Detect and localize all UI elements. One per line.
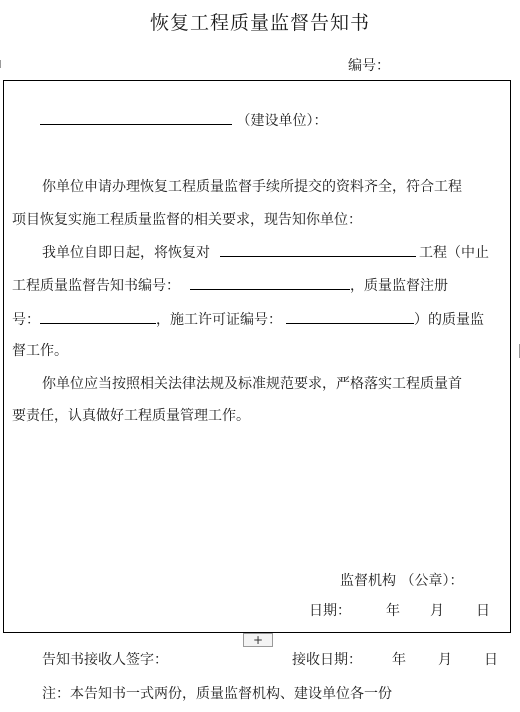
para3-line2: 要责任，认真做好工程质量管理工作。: [12, 408, 250, 424]
date-year: 年: [386, 603, 400, 619]
para1-line1: 你单位申请办理恢复工程质量监督手续所提交的资料齐全，符合工程: [42, 179, 462, 195]
receive-date-label: 接收日期：: [292, 652, 362, 668]
document-title: 恢复工程质量监督告知书: [149, 12, 370, 34]
date-day: 日: [476, 603, 490, 619]
agency-seal-label: 监督机构 （公章）：: [340, 573, 464, 589]
para2-line1: [42, 242, 489, 263]
addressee-line: [40, 110, 327, 131]
receive-day: 日: [484, 652, 498, 668]
construction-permit-number-blank[interactable]: [286, 309, 414, 324]
page-edge-mark: [0, 60, 1, 68]
receive-year: 年: [392, 652, 406, 668]
date-label: 日期：: [309, 603, 351, 619]
para2-line2-text: 工程质量监督告知书编号：: [12, 278, 180, 294]
para2-line4: 督工作。: [12, 343, 68, 359]
addressee-suffix: （建设单位）：: [236, 113, 328, 129]
suspension-notice-number-blank[interactable]: [190, 275, 350, 290]
receive-month: 月: [438, 652, 452, 668]
project-name-blank[interactable]: [220, 242, 416, 257]
para2-line2-end: ，质量监督注册: [350, 278, 448, 294]
para2-line2: [12, 275, 448, 296]
receiver-signature-label: 告知书接收人签字：: [42, 652, 168, 668]
serial-number-label: 编号：: [348, 58, 390, 74]
para2-line1-text: 我单位自即日起，将恢复对: [42, 245, 210, 261]
para2-line3-end: ）的质量监: [414, 312, 484, 328]
date-month: 月: [430, 603, 444, 619]
para2-line3-mid: ，施工许可证编号：: [156, 312, 282, 328]
para1-line2: 项目恢复实施工程质量监督的相关要求，现告知你单位：: [12, 212, 362, 228]
para2-line3-text: 号：: [12, 312, 40, 328]
para2-line1-end: 工程（中止: [419, 245, 489, 261]
registration-number-blank[interactable]: [40, 309, 156, 324]
add-row-handle[interactable]: +: [243, 633, 273, 647]
developer-name-blank[interactable]: [40, 110, 232, 125]
para3-line1: 你单位应当按照相关法律法规及标准规范要求，严格落实工程质量首: [42, 376, 462, 392]
footnote: 注：本告知书一式两份，质量监督机构、建设单位各一份: [42, 686, 392, 702]
para2-line3: [12, 309, 484, 330]
notice-table-frame: [3, 80, 511, 633]
